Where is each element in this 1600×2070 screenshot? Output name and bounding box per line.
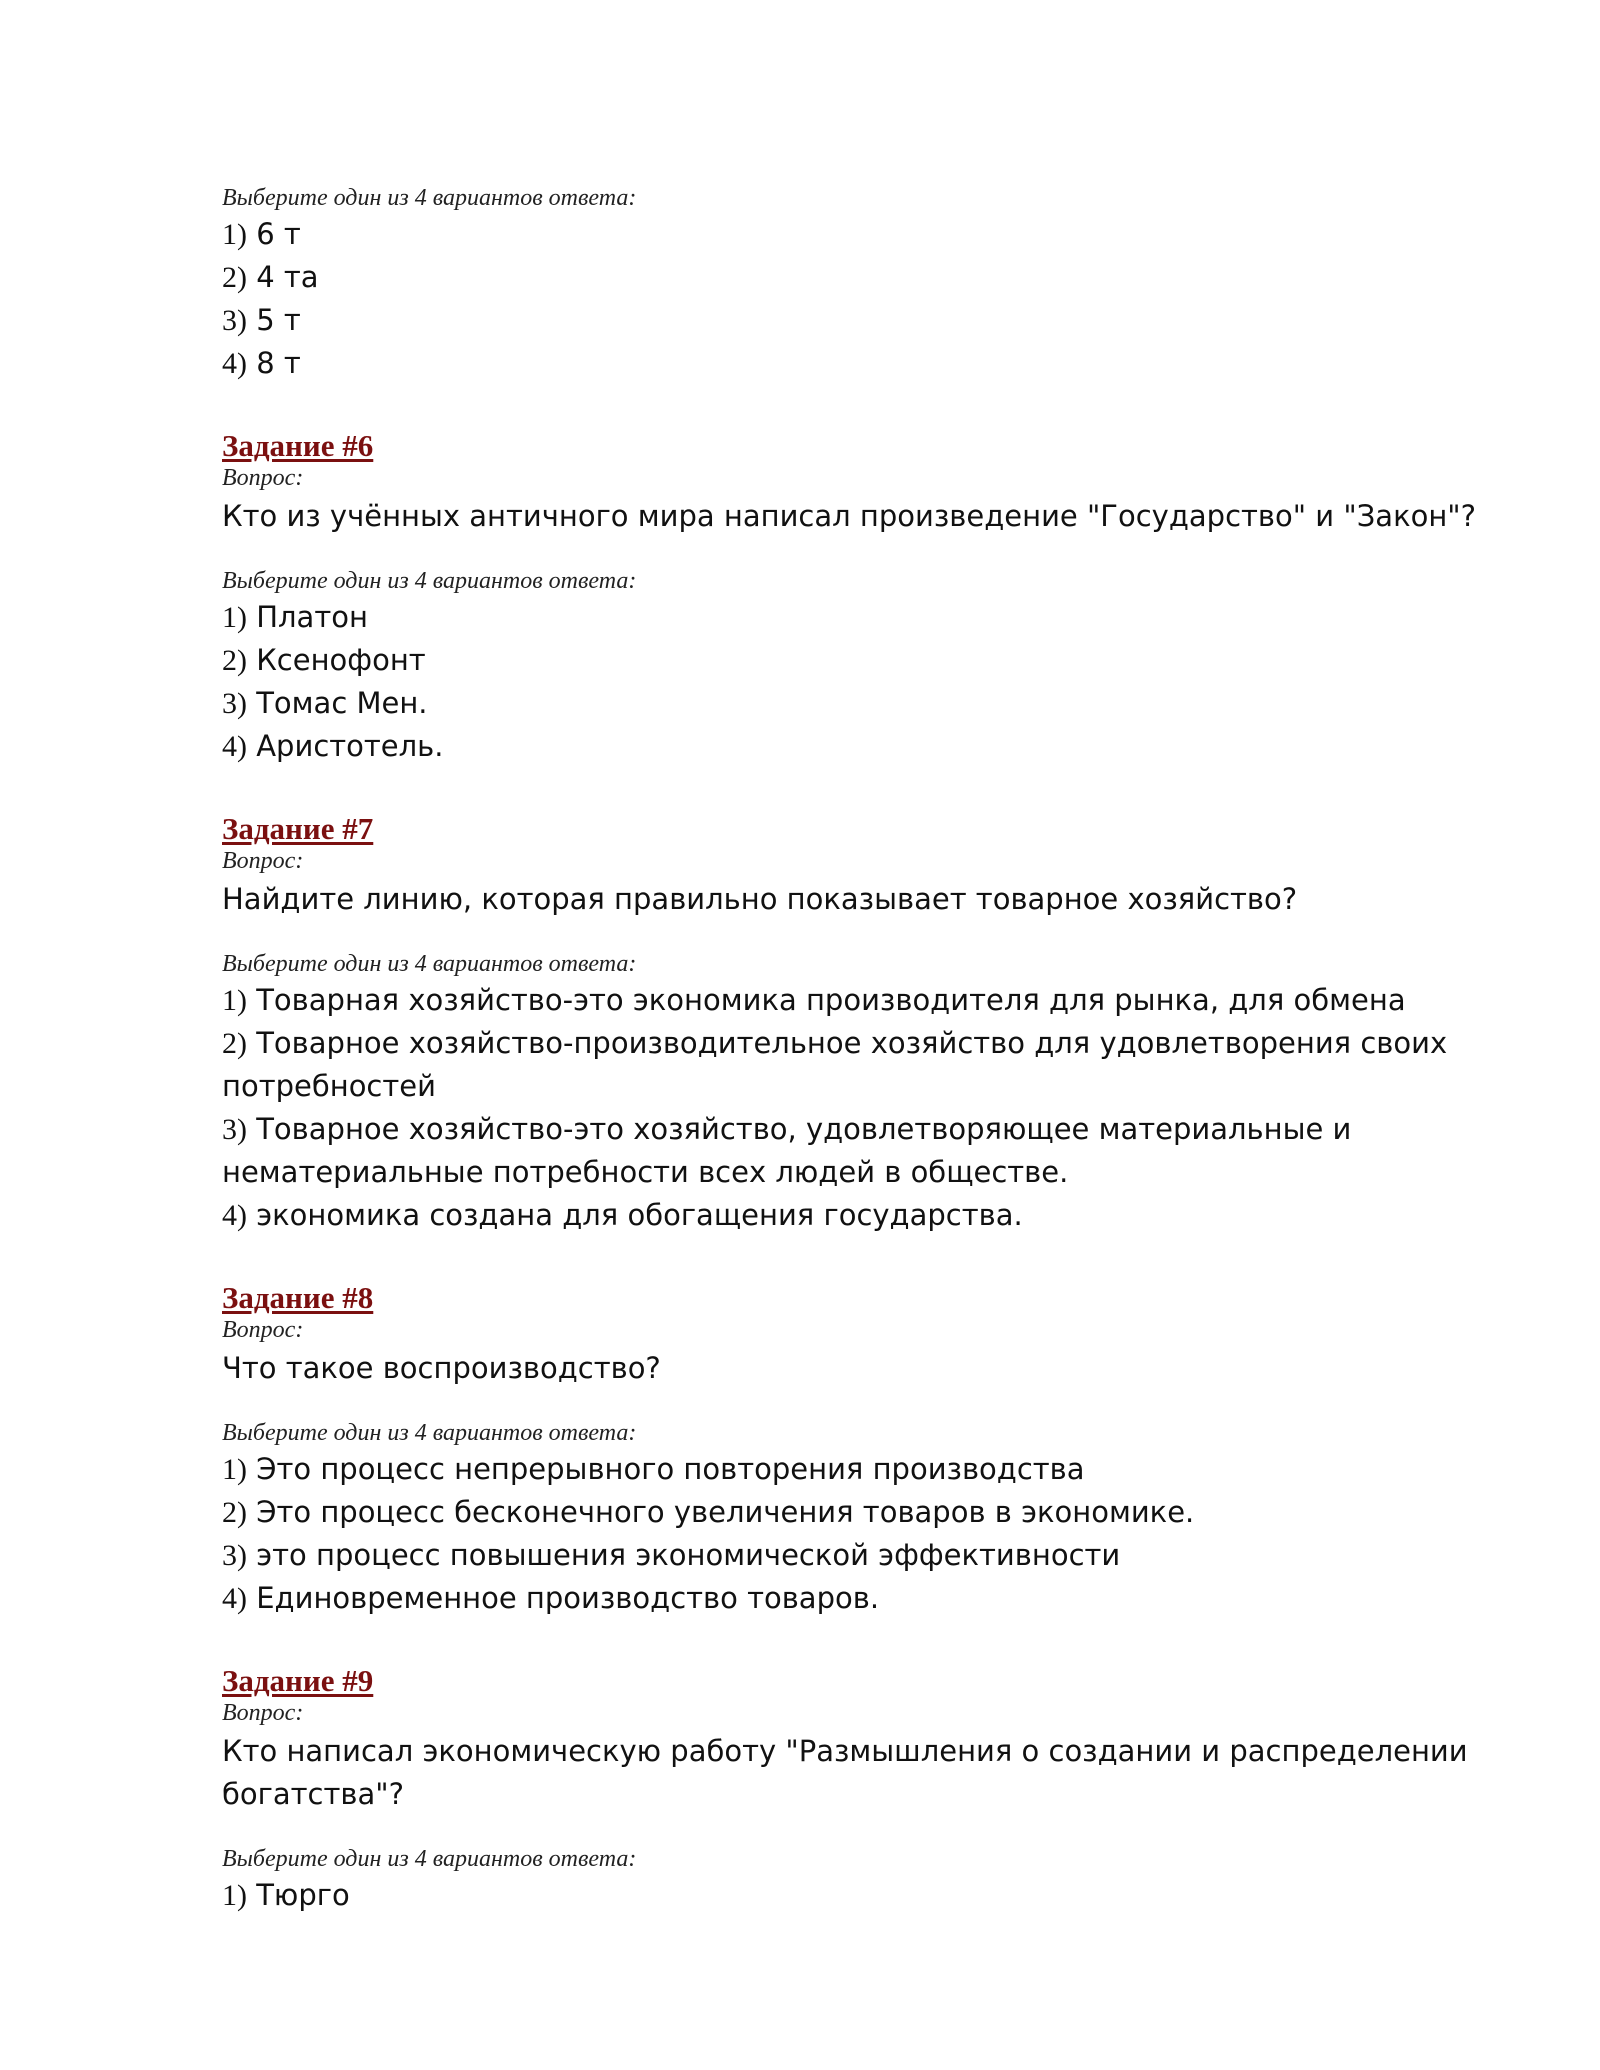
answer-hint: Выберите один из 4 вариантов ответа:	[222, 185, 637, 211]
answer-list	[222, 979, 1522, 1237]
task-7	[222, 812, 1522, 1237]
answer-option: 2) 4 та	[222, 260, 319, 294]
task-title: Задание #8	[222, 1280, 374, 1315]
answer-option: 4) экономика создана для обогащения государства.	[222, 1198, 1023, 1232]
answer-list	[222, 1874, 1522, 1917]
task-title: Задание #9	[222, 1663, 374, 1698]
answer-list	[222, 213, 1522, 385]
answer-list	[222, 596, 1522, 768]
answer-hint: Выберите один из 4 вариантов ответа:	[222, 568, 637, 594]
task-9	[222, 1664, 1522, 1917]
answer-option: 2) Товарное хозяйство-производительное хозяйство для удовлетворения своих потребностей	[222, 1026, 1448, 1103]
answer-option: 1) 6 т	[222, 217, 301, 251]
question-label: Вопрос:	[222, 848, 304, 874]
question-text: Кто из учённых античного мира написал произведение "Государство" и "Закон"?	[222, 499, 1477, 533]
question-label: Вопрос:	[222, 465, 304, 491]
answer-list	[222, 1448, 1522, 1620]
task-title: Задание #7	[222, 811, 374, 846]
task-8	[222, 1281, 1522, 1620]
task-title: Задание #6	[222, 428, 374, 463]
answer-option: 4) Аристотель.	[222, 729, 444, 763]
answer-option: 1) Это процесс непрерывного повторения производства	[222, 1452, 1085, 1486]
answer-hint: Выберите один из 4 вариантов ответа:	[222, 951, 637, 977]
answer-option: 3) 5 т	[222, 303, 301, 337]
answer-option: 4) 8 т	[222, 346, 301, 380]
answer-option: 4) Единовременное производство товаров.	[222, 1581, 880, 1615]
answer-hint: Выберите один из 4 вариантов ответа:	[222, 1846, 637, 1872]
answer-option: 3) Товарное хозяйство-это хозяйство, удовлетворяющее материальные и нематериальные потребности всех людей в обществе.	[222, 1112, 1352, 1189]
task-5-answers	[222, 183, 1522, 385]
answer-option: 1) Товарная хозяйство-это экономика производителя для рынка, для обмена	[222, 983, 1406, 1017]
answer-hint: Выберите один из 4 вариантов ответа:	[222, 1420, 637, 1446]
answer-option: 1) Платон	[222, 600, 368, 634]
document-page	[222, 183, 1522, 1917]
task-6	[222, 429, 1522, 768]
question-text: Кто написал экономическую работу "Размышления о создании и распределении богатства"?	[222, 1734, 1468, 1811]
answer-option: 3) это процесс повышения экономической эффективности	[222, 1538, 1121, 1572]
question-text: Найдите линию, которая правильно показывает товарное хозяйство?	[222, 882, 1298, 916]
question-label: Вопрос:	[222, 1700, 304, 1726]
answer-option: 2) Это процесс бесконечного увеличения товаров в экономике.	[222, 1495, 1195, 1529]
question-text: Что такое воспроизводство?	[222, 1351, 661, 1385]
answer-option: 3) Томас Мен.	[222, 686, 428, 720]
answer-option: 1) Тюрго	[222, 1878, 350, 1912]
question-label: Вопрос:	[222, 1317, 304, 1343]
answer-option: 2) Ксенофонт	[222, 643, 426, 677]
